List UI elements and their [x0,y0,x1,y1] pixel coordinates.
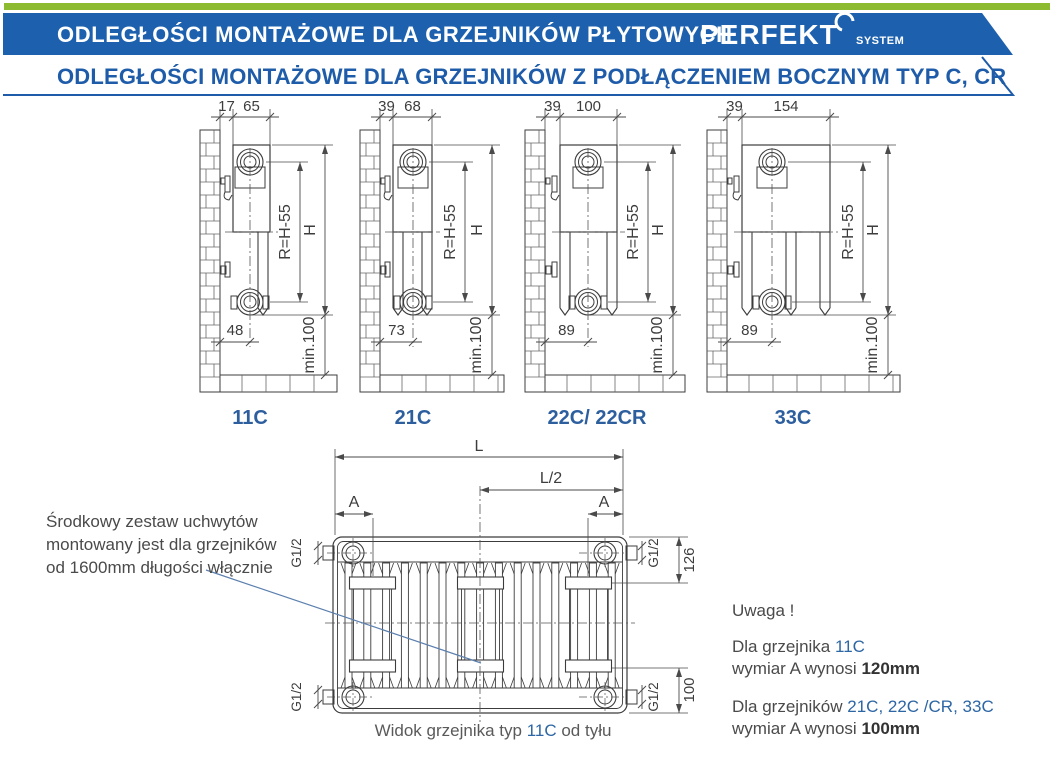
dim-label: min.100 [864,316,881,374]
type-label: 22C/ 22CR [547,407,647,429]
dim-label: 48 [226,322,244,339]
dim-label: 89 [741,322,758,339]
caption-type: 11C [526,721,557,740]
dim-label: L [474,438,484,455]
rear-view-caption [333,721,653,741]
header-green-bar [4,3,1050,10]
note-title: Uwaga ! [732,601,795,620]
dim-label: G1/2 [289,538,304,568]
note-value: 120mm [861,659,921,678]
type-label: 33C [774,407,812,429]
dim-label: 39 [544,98,561,115]
note-value: 100mm [861,719,921,738]
dim-label: 73 [388,322,405,339]
dim-label: R=H-55 [625,204,642,260]
dim-label: A [348,494,360,511]
dim-label: 154 [773,98,799,115]
note-group-11c [732,636,994,680]
dim-label: H [650,224,667,236]
dim-label: min.100 [468,316,485,374]
note-type: 21C, 22C /CR, 33C [847,697,994,716]
note-group-others [732,696,994,740]
note-line: od 1600mm długości włącznie [46,558,273,577]
side-view-1 [200,98,337,429]
note-text: wymiar A wynosi [732,659,862,678]
dim-label: 100 [575,98,602,115]
dim-label: R=H-55 [840,204,857,260]
dim-label: R=H-55 [442,204,459,260]
dim-label: 65 [243,98,260,115]
dim-label: min.100 [649,316,666,374]
note-line: montowany jest dla grzejników [46,535,277,554]
dim-label: R=H-55 [277,204,294,260]
dim-label: H [469,224,486,236]
caption-text: Widok grzejnika typ [374,721,527,740]
side-view-3 [525,98,685,429]
caption-text: od tyłu [556,721,612,740]
dim-label: 17 [218,98,235,115]
note-text: wymiar A wynosi [732,719,862,738]
dim-label: 68 [404,98,421,115]
side-view-2 [360,98,504,429]
note-text: Dla grzejników [732,697,848,716]
dim-label: 39 [726,98,743,115]
note-uwaga [732,600,994,756]
page-title: ODLEGŁOŚCI MONTAŻOWE DLA GRZEJNIKÓW PŁYTOWYCH [57,22,733,47]
dim-label: 89 [558,322,575,339]
dim-label: L/2 [539,470,563,487]
dim-label: G1/2 [289,682,304,712]
dim-label: A [598,494,610,511]
dim-label: 39 [378,98,395,115]
note-center-bracket [46,510,277,579]
header-banner [3,3,1050,95]
dim-label: 126 [681,547,698,573]
dim-label: min.100 [301,316,318,374]
brand-logo: PERFEKT [700,19,838,50]
note-text: Dla grzejnika [732,637,835,656]
brand-suffix: SYSTEM [856,35,905,47]
type-label: 21C [394,407,432,429]
side-view-4 [707,98,900,429]
dim-label: G1/2 [646,538,661,568]
dim-label: H [302,224,319,236]
dim-label: H [865,224,882,236]
note-type: 11C [835,637,865,656]
note-line: Środkowy zestaw uchwytów [46,512,258,531]
type-label: 11C [232,407,268,429]
dim-label: 100 [681,677,698,703]
dim-label: G1/2 [646,682,661,712]
rear-view-diagram [206,438,698,722]
side-view-diagrams [200,98,900,429]
page-subtitle: ODLEGŁOŚCI MONTAŻOWE DLA GRZEJNIKÓW Z PODŁĄCZENIEM BOCZNYM TYP C, CR [57,64,1007,89]
